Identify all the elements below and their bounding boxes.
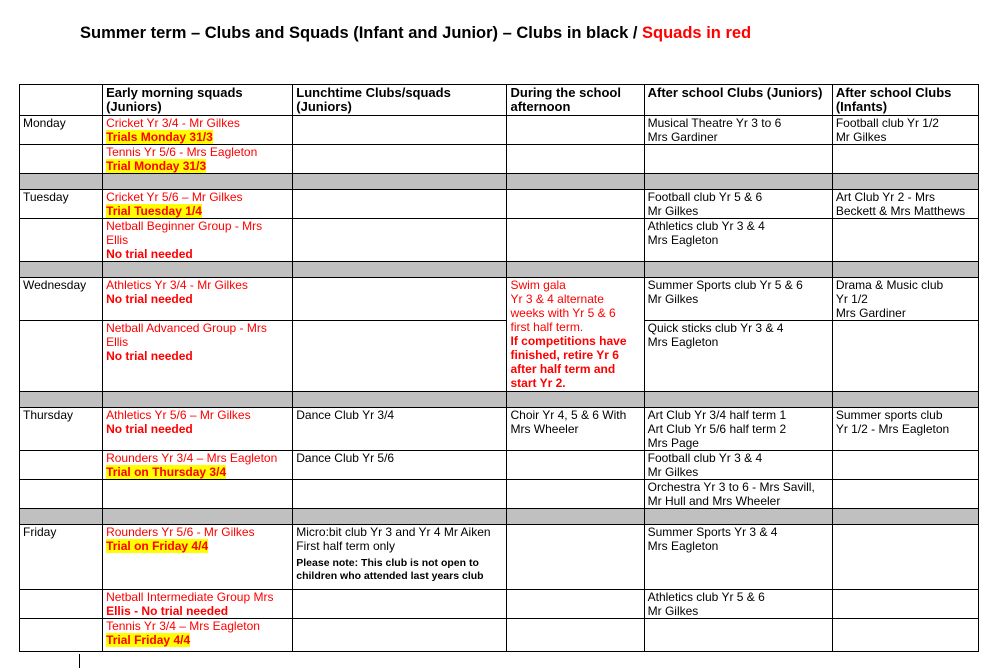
after-jr-cell bbox=[644, 590, 832, 619]
after-inf-cell bbox=[832, 190, 978, 219]
header-day bbox=[20, 85, 103, 116]
after-jr-cell bbox=[644, 451, 832, 480]
after-jr-cell bbox=[644, 145, 832, 174]
no-trial-note: No trial needed bbox=[106, 349, 193, 363]
squad-name: Cricket Yr 3/4 - Mr Gilkes bbox=[106, 116, 240, 130]
club-line: Musical Theatre Yr 3 to 6 bbox=[647, 116, 782, 130]
day-monday: Monday bbox=[20, 116, 103, 145]
squad-name: Netball Advanced Group - Mrs bbox=[106, 321, 267, 335]
day-thursday: Thursday bbox=[20, 408, 103, 451]
afternoon-cell bbox=[507, 408, 644, 451]
lunch-cell bbox=[293, 278, 507, 321]
club-line: Mrs Gardiner bbox=[647, 130, 718, 144]
squad-name: Ellis bbox=[106, 233, 129, 247]
day-cell bbox=[20, 145, 103, 174]
squad-cell bbox=[103, 480, 293, 509]
day-cell bbox=[20, 321, 103, 392]
club-restriction-note: Please note: This club is not open to children who attended last years club bbox=[296, 557, 484, 582]
squad-cell bbox=[103, 278, 293, 321]
trial-highlight: Trial Friday 4/4 bbox=[106, 633, 191, 647]
after-inf-cell bbox=[832, 451, 978, 480]
afternoon-cell bbox=[507, 219, 644, 262]
after-jr-cell bbox=[644, 190, 832, 219]
squad-name: Ellis bbox=[106, 335, 129, 349]
thursday-row-3 bbox=[20, 480, 979, 509]
lunch-cell bbox=[293, 451, 507, 480]
swim-note: after half term and bbox=[510, 362, 616, 376]
swim-line: Yr 3 & 4 alternate bbox=[510, 292, 604, 306]
squad-cell bbox=[103, 525, 293, 590]
after-inf-cell bbox=[832, 219, 978, 262]
club-line: Mrs Eagleton bbox=[647, 539, 719, 553]
no-trial-note: No trial needed bbox=[106, 422, 193, 436]
header-after-school-juniors: After school Clubs (Juniors) bbox=[644, 85, 832, 116]
day-cell bbox=[20, 480, 103, 509]
after-inf-cell bbox=[832, 321, 978, 392]
friday-row-2 bbox=[20, 590, 979, 619]
header-after-school-infants: After school Clubs (Infants) bbox=[832, 85, 978, 116]
squad-cell bbox=[103, 190, 293, 219]
swim-line: Swim gala bbox=[510, 278, 566, 292]
afternoon-cell bbox=[507, 590, 644, 619]
title-main: Summer term – Clubs and Squads (Infant and Junior) – Clubs in black / bbox=[80, 24, 643, 42]
after-jr-cell bbox=[644, 525, 832, 590]
club-line: Art Club Yr 3/4 half term 1 bbox=[647, 408, 787, 422]
club-line: Mr Gilkes bbox=[647, 292, 699, 306]
tuesday-row-2 bbox=[20, 219, 979, 262]
swim-note: start Yr 2. bbox=[510, 376, 566, 390]
club-line: Mrs Page bbox=[647, 436, 699, 450]
club-line: Mr Gilkes bbox=[647, 465, 699, 479]
club-line: Dance Club Yr 5/6 bbox=[296, 451, 395, 465]
header-afternoon: During the school afternoon bbox=[507, 85, 644, 116]
squad-name: Netball Beginner Group - Mrs bbox=[106, 219, 263, 233]
club-line: Summer sports club bbox=[835, 408, 943, 422]
squad-name: Athletics Yr 3/4 - Mr Gilkes bbox=[106, 278, 248, 292]
afternoon-cell bbox=[507, 525, 644, 590]
header-lunchtime: Lunchtime Clubs/squads (Juniors) bbox=[293, 85, 507, 116]
club-line: Mr Hull and Mrs Wheeler bbox=[647, 494, 781, 508]
swim-note: finished, retire Yr 6 bbox=[510, 348, 619, 362]
club-line: Yr 1/2 bbox=[835, 292, 868, 306]
squad-name: Tennis Yr 5/6 - Mrs Eagleton bbox=[106, 145, 258, 159]
clubs-schedule-table bbox=[19, 84, 979, 652]
lunch-cell bbox=[293, 408, 507, 451]
club-line: Mrs Wheeler bbox=[510, 422, 579, 436]
club-line: Mrs Eagleton bbox=[647, 335, 719, 349]
title-squads-red: Squads in red bbox=[642, 24, 752, 42]
swim-note: If competitions have bbox=[510, 334, 627, 348]
afternoon-cell bbox=[507, 480, 644, 509]
club-line: Dance Club Yr 3/4 bbox=[296, 408, 395, 422]
lunch-cell bbox=[293, 190, 507, 219]
squad-name: Rounders Yr 3/4 – Mrs Eagleton bbox=[106, 451, 278, 465]
lunch-cell bbox=[293, 321, 507, 392]
wednesday-row-2 bbox=[20, 321, 979, 392]
friday-row-1 bbox=[20, 525, 979, 590]
afternoon-cell bbox=[507, 619, 644, 652]
club-line: Football club Yr 3 & 4 bbox=[647, 451, 763, 465]
afternoon-cell-swim-gala bbox=[507, 278, 644, 392]
after-jr-cell bbox=[644, 619, 832, 652]
squad-name: Athletics Yr 5/6 – Mr Gilkes bbox=[106, 408, 251, 422]
afternoon-cell bbox=[507, 145, 644, 174]
afternoon-cell bbox=[507, 116, 644, 145]
after-inf-cell bbox=[832, 116, 978, 145]
day-tuesday: Tuesday bbox=[20, 190, 103, 219]
swim-line: first half term. bbox=[510, 320, 584, 334]
squad-name: Rounders Yr 5/6 - Mr Gilkes bbox=[106, 525, 255, 539]
club-line: Orchestra Yr 3 to 6 - Mrs Savill, bbox=[647, 480, 815, 494]
squad-cell bbox=[103, 116, 293, 145]
lunch-cell bbox=[293, 145, 507, 174]
day-cell bbox=[20, 590, 103, 619]
afternoon-cell bbox=[507, 451, 644, 480]
day-friday: Friday bbox=[20, 525, 103, 590]
squad-cell bbox=[103, 321, 293, 392]
day-cell bbox=[20, 619, 103, 652]
no-trial-note: No trial needed bbox=[106, 247, 193, 261]
lunch-cell bbox=[293, 619, 507, 652]
club-line: Mrs Eagleton bbox=[647, 233, 719, 247]
header-row bbox=[20, 85, 979, 116]
club-line: Summer Sports Yr 3 & 4 bbox=[647, 525, 778, 539]
club-line: Athletics club Yr 5 & 6 bbox=[647, 590, 765, 604]
thursday-row-1 bbox=[20, 408, 979, 451]
after-inf-cell bbox=[832, 408, 978, 451]
trial-highlight: Trial on Friday 4/4 bbox=[106, 539, 209, 553]
club-line: Mr Gilkes bbox=[835, 130, 887, 144]
after-inf-cell bbox=[832, 145, 978, 174]
thursday-row-2 bbox=[20, 451, 979, 480]
after-inf-cell bbox=[832, 480, 978, 509]
lunch-cell bbox=[293, 525, 507, 590]
lunch-cell bbox=[293, 480, 507, 509]
club-line: Drama & Music club bbox=[835, 278, 944, 292]
header-early-morning: Early morning squads (Juniors) bbox=[103, 85, 293, 116]
club-line: Mr Gilkes bbox=[647, 204, 699, 218]
day-wednesday: Wednesday bbox=[20, 278, 103, 321]
friday-row-3 bbox=[20, 619, 979, 652]
club-line: Art Club Yr 5/6 half term 2 bbox=[647, 422, 787, 436]
after-jr-cell bbox=[644, 480, 832, 509]
trial-highlight: Trial on Thursday 3/4 bbox=[106, 465, 227, 479]
squad-cell bbox=[103, 590, 293, 619]
club-line: Micro:bit club Yr 3 and Yr 4 Mr Aiken bbox=[296, 525, 491, 539]
day-cell bbox=[20, 451, 103, 480]
after-jr-cell bbox=[644, 116, 832, 145]
lunch-cell bbox=[293, 219, 507, 262]
squad-cell bbox=[103, 619, 293, 652]
monday-row-1 bbox=[20, 116, 979, 145]
club-line: Art Club Yr 2 - Mrs bbox=[835, 190, 935, 204]
trial-highlight: Trial Monday 31/3 bbox=[106, 159, 207, 173]
trial-highlight: Trial Tuesday 1/4 bbox=[106, 204, 202, 218]
after-jr-cell bbox=[644, 278, 832, 321]
after-inf-cell bbox=[832, 525, 978, 590]
after-jr-cell bbox=[644, 408, 832, 451]
club-line: Beckett & Mrs Matthews bbox=[835, 204, 966, 218]
club-line: Summer Sports club Yr 5 & 6 bbox=[647, 278, 803, 292]
club-line: Quick sticks club Yr 3 & 4 bbox=[647, 321, 784, 335]
club-line: Mrs Gardiner bbox=[835, 306, 906, 320]
squad-cell bbox=[103, 451, 293, 480]
day-cell bbox=[20, 219, 103, 262]
club-line: First half term only bbox=[296, 539, 395, 553]
club-line: Athletics club Yr 3 & 4 bbox=[647, 219, 765, 233]
club-line: Choir Yr 4, 5 & 6 With bbox=[510, 408, 627, 422]
squad-cell bbox=[103, 408, 293, 451]
monday-row-2 bbox=[20, 145, 979, 174]
squad-cell bbox=[103, 145, 293, 174]
club-line: Mr Gilkes bbox=[647, 604, 699, 618]
club-line: Football club Yr 5 & 6 bbox=[647, 190, 763, 204]
lunch-cell bbox=[293, 116, 507, 145]
separator-row bbox=[20, 509, 979, 525]
lunch-cell bbox=[293, 590, 507, 619]
squad-name: Netball Intermediate Group Mrs bbox=[106, 590, 274, 604]
wednesday-row-1 bbox=[20, 278, 979, 321]
after-jr-cell bbox=[644, 219, 832, 262]
separator-row bbox=[20, 174, 979, 190]
separator-row bbox=[20, 392, 979, 408]
separator-row bbox=[20, 262, 979, 278]
page-title bbox=[80, 24, 751, 43]
swim-line: weeks with Yr 5 & 6 bbox=[510, 306, 616, 320]
squad-name: Cricket Yr 5/6 – Mr Gilkes bbox=[106, 190, 243, 204]
club-line: Football club Yr 1/2 bbox=[835, 116, 939, 130]
no-trial-note: No trial needed bbox=[106, 292, 193, 306]
afternoon-cell bbox=[507, 190, 644, 219]
no-trial-note: Ellis - No trial needed bbox=[106, 604, 229, 618]
after-inf-cell bbox=[832, 278, 978, 321]
squad-cell bbox=[103, 219, 293, 262]
trial-highlight: Trials Monday 31/3 bbox=[106, 130, 213, 144]
tuesday-row-1 bbox=[20, 190, 979, 219]
after-inf-cell bbox=[832, 619, 978, 652]
after-inf-cell bbox=[832, 590, 978, 619]
squad-name: Tennis Yr 3/4 – Mrs Eagleton bbox=[106, 619, 260, 633]
text-cursor bbox=[79, 654, 80, 668]
after-jr-cell bbox=[644, 321, 832, 392]
club-line: Yr 1/2 - Mrs Eagleton bbox=[835, 422, 950, 436]
